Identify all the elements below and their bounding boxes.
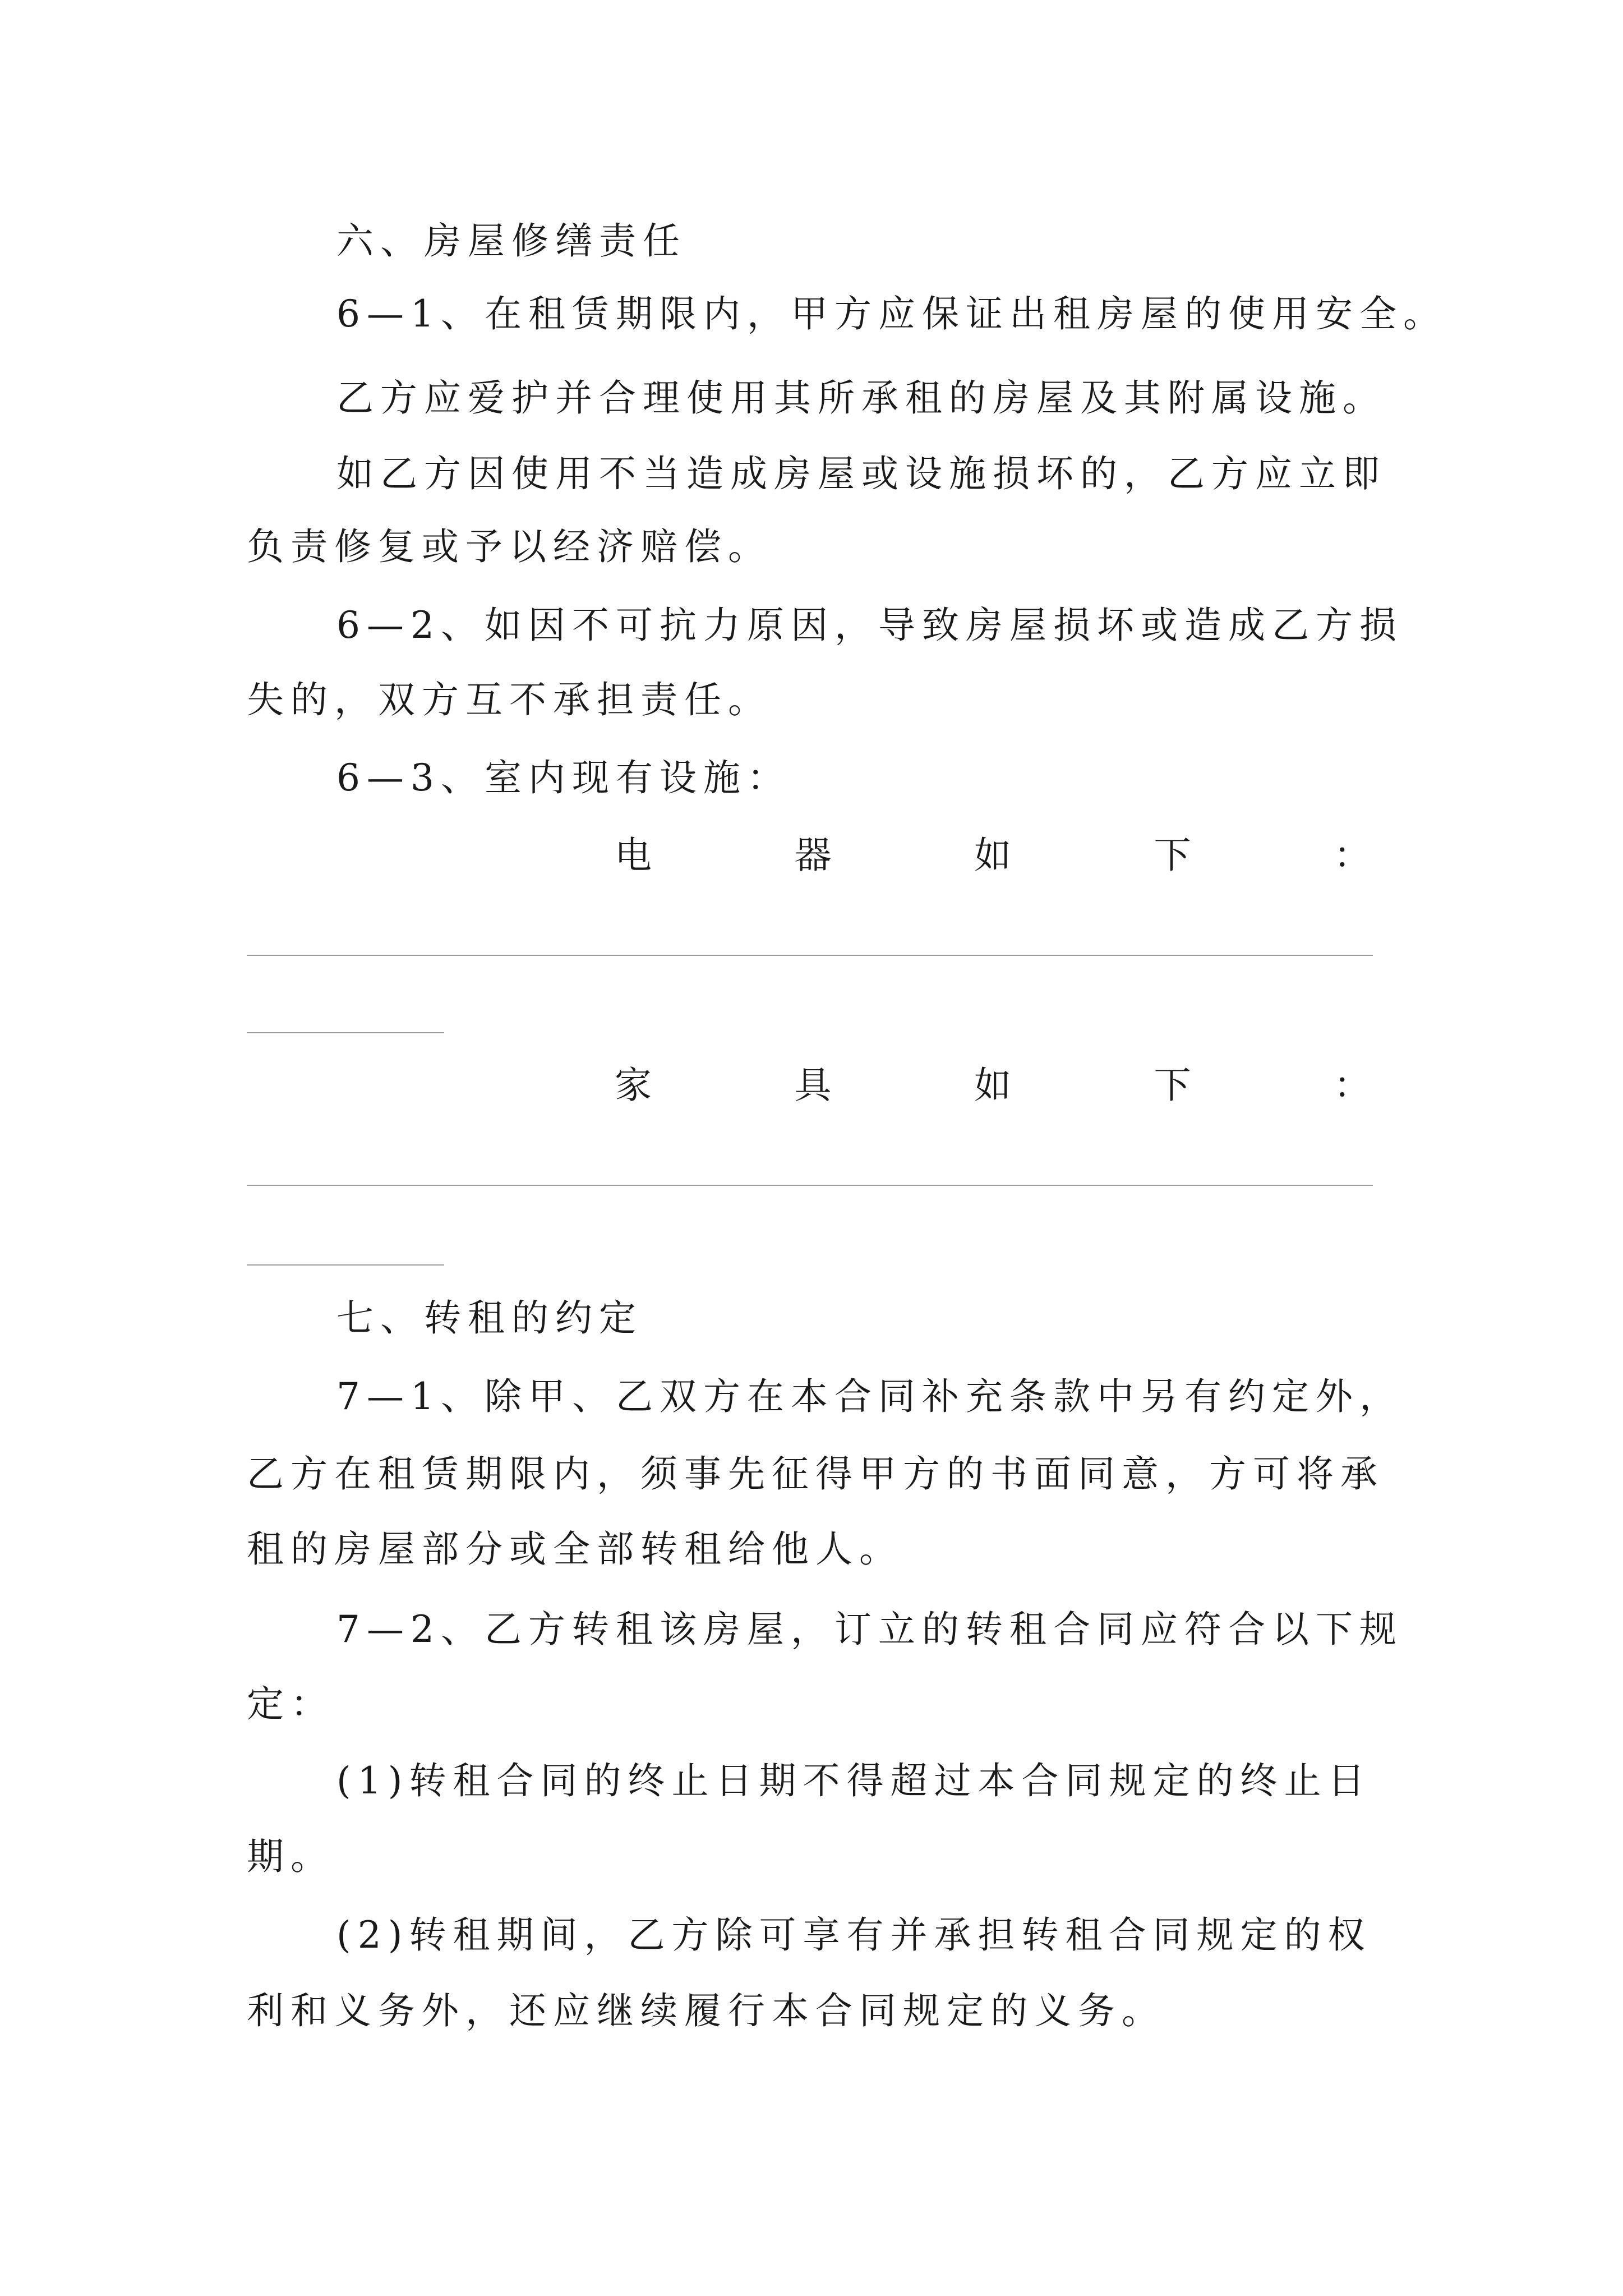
section-7-heading: 七、转租的约定 bbox=[336, 1296, 643, 1340]
appliances-char: ： bbox=[1334, 834, 1371, 877]
appliances-char: 电 bbox=[615, 834, 652, 877]
clause-6-2-line-2: 失的，双方互不承担责任。 bbox=[247, 678, 772, 721]
clause-7-2-line-2: 定： bbox=[247, 1682, 334, 1726]
furniture-char: 下 bbox=[1154, 1064, 1191, 1107]
furniture-blank-line-end bbox=[247, 1264, 444, 1266]
item-1-line-1: (1)转租合同的终止日期不得超过本合同规定的终止日 bbox=[336, 1759, 1372, 1802]
clause-6-1-line-4: 负责修复或予以经济赔偿。 bbox=[247, 525, 772, 568]
clause-6-1-line-2: 乙方应爱护并合理使用其所承租的房屋及其附属设施。 bbox=[336, 376, 1386, 420]
appliances-label bbox=[615, 827, 1371, 884]
clause-7-1-line-3: 租的房屋部分或全部转租给他人。 bbox=[247, 1527, 903, 1571]
clause-7-1-line-1: 7—1、除甲、乙双方在本合同补充条款中另有约定外， bbox=[336, 1375, 1403, 1418]
clause-6-1-line-3: 如乙方因使用不当造成房屋或设施损坏的，乙方应立即 bbox=[336, 452, 1386, 495]
appliances-blank-line bbox=[247, 955, 1373, 956]
item-2-line-2: 利和义务外，还应继续履行本合同规定的义务。 bbox=[247, 1989, 1165, 2032]
furniture-char: 具 bbox=[794, 1064, 832, 1107]
clause-6-3: 6—3、室内现有设施： bbox=[336, 756, 791, 799]
furniture-char: 如 bbox=[974, 1064, 1011, 1107]
furniture-label bbox=[615, 1057, 1371, 1114]
furniture-char: ： bbox=[1334, 1064, 1371, 1107]
furniture-blank-line bbox=[247, 1185, 1373, 1186]
appliances-char: 器 bbox=[794, 834, 832, 877]
clause-6-2-line-1: 6—2、如因不可抗力原因，导致房屋损坏或造成乙方损 bbox=[336, 604, 1403, 647]
clause-7-2-line-1: 7—2、乙方转租该房屋，订立的转租合同应符合以下规 bbox=[336, 1608, 1403, 1651]
furniture-char: 家 bbox=[615, 1064, 652, 1107]
section-6-heading: 六、房屋修缮责任 bbox=[336, 219, 686, 263]
clause-7-1-line-2: 乙方在租赁期限内，须事先征得甲方的书面同意，方可将承 bbox=[247, 1452, 1384, 1496]
item-2-line-1: (2)转租期间，乙方除可享有并承担转租合同规定的权 bbox=[336, 1913, 1372, 1957]
appliances-blank-line-end bbox=[247, 1032, 444, 1033]
appliances-char: 如 bbox=[974, 834, 1011, 877]
appliances-char: 下 bbox=[1154, 834, 1191, 877]
clause-6-1-line-1: 6—1、在租赁期限内，甲方应保证出租房屋的使用安全。 bbox=[336, 292, 1447, 335]
item-1-line-2: 期。 bbox=[247, 1835, 334, 1878]
